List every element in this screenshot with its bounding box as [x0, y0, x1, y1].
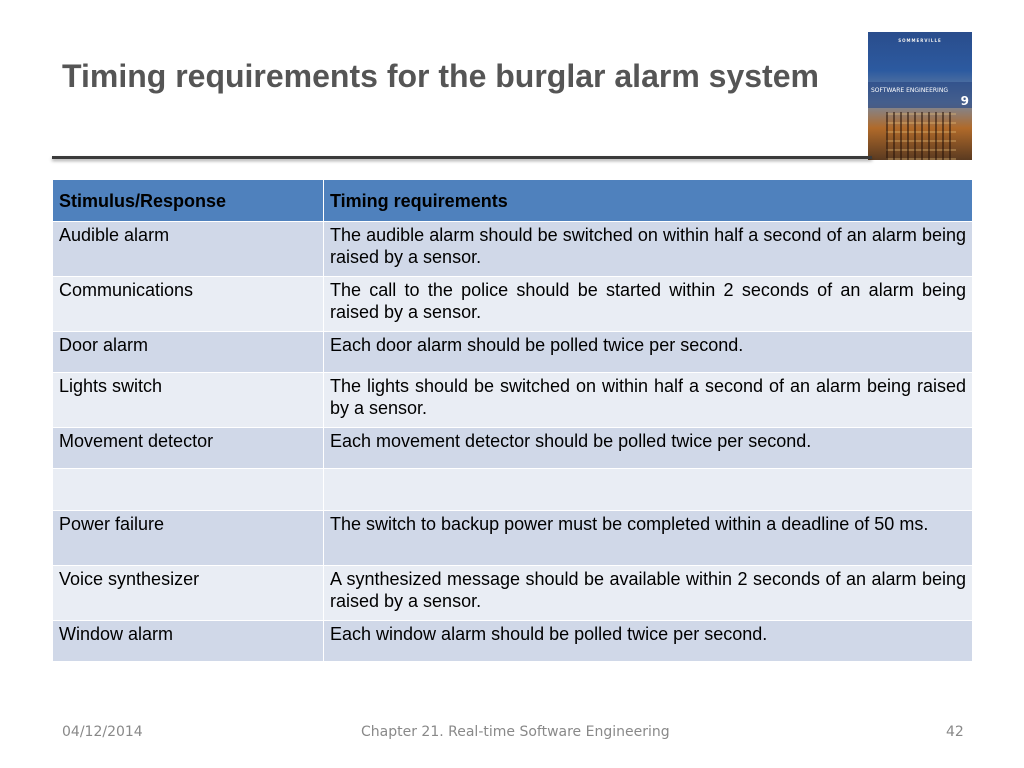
timing-cell: Each window alarm should be polled twice per second.	[324, 621, 973, 662]
table-row	[53, 277, 973, 332]
timing-cell: The switch to backup power must be completed within a deadline of 50 ms.	[324, 511, 973, 566]
slide-title: Timing requirements for the burglar alarm system	[62, 58, 819, 94]
header-timing-requirements: Timing requirements	[324, 180, 973, 222]
footer-page-number: 42	[946, 724, 964, 740]
stimulus-cell: Voice synthesizer	[53, 566, 324, 621]
timing-cell: The audible alarm should be switched on within half a second of an alarm being raised by a sensor.	[324, 222, 973, 277]
timing-requirements-table	[52, 179, 973, 662]
cover-book-title: SOFTWARE ENGINEERING	[871, 87, 948, 94]
stimulus-cell: Power failure	[53, 511, 324, 566]
cover-author: SOMMERVILLE	[898, 38, 942, 43]
timing-cell: Each door alarm should be polled twice per second.	[324, 332, 973, 373]
stimulus-cell: Communications	[53, 277, 324, 332]
footer-chapter: Chapter 21. Real-time Software Engineering	[361, 724, 670, 740]
stimulus-cell: Window alarm	[53, 621, 324, 662]
table-row	[53, 373, 973, 428]
stimulus-cell: Movement detector	[53, 428, 324, 469]
stimulus-cell: Door alarm	[53, 332, 324, 373]
table-row	[53, 621, 973, 662]
table-header-row	[53, 180, 973, 222]
timing-cell: Each movement detector should be polled twice per second.	[324, 428, 973, 469]
stimulus-cell: Lights switch	[53, 373, 324, 428]
footer-date: 04/12/2014	[62, 724, 143, 740]
header-stimulus-response: Stimulus/Response	[53, 180, 324, 222]
cover-band	[868, 82, 972, 108]
table-row	[53, 428, 973, 469]
table-row	[53, 566, 973, 621]
book-cover-image	[868, 32, 972, 160]
stimulus-cell	[53, 469, 324, 511]
table-row	[53, 222, 973, 277]
table-row	[53, 332, 973, 373]
title-divider	[52, 156, 872, 159]
cover-artwork	[886, 112, 956, 160]
timing-cell: The lights should be switched on within half a second of an alarm being raised by a sensor.	[324, 373, 973, 428]
timing-cell: A synthesized message should be available within 2 seconds of an alarm being raised by a sensor.	[324, 566, 973, 621]
table-row	[53, 511, 973, 566]
stimulus-cell: Audible alarm	[53, 222, 324, 277]
timing-cell: The call to the police should be started within 2 seconds of an alarm being raised by a sensor.	[324, 277, 973, 332]
timing-cell	[324, 469, 973, 511]
table-row	[53, 469, 973, 511]
cover-edition: 9	[960, 94, 969, 108]
